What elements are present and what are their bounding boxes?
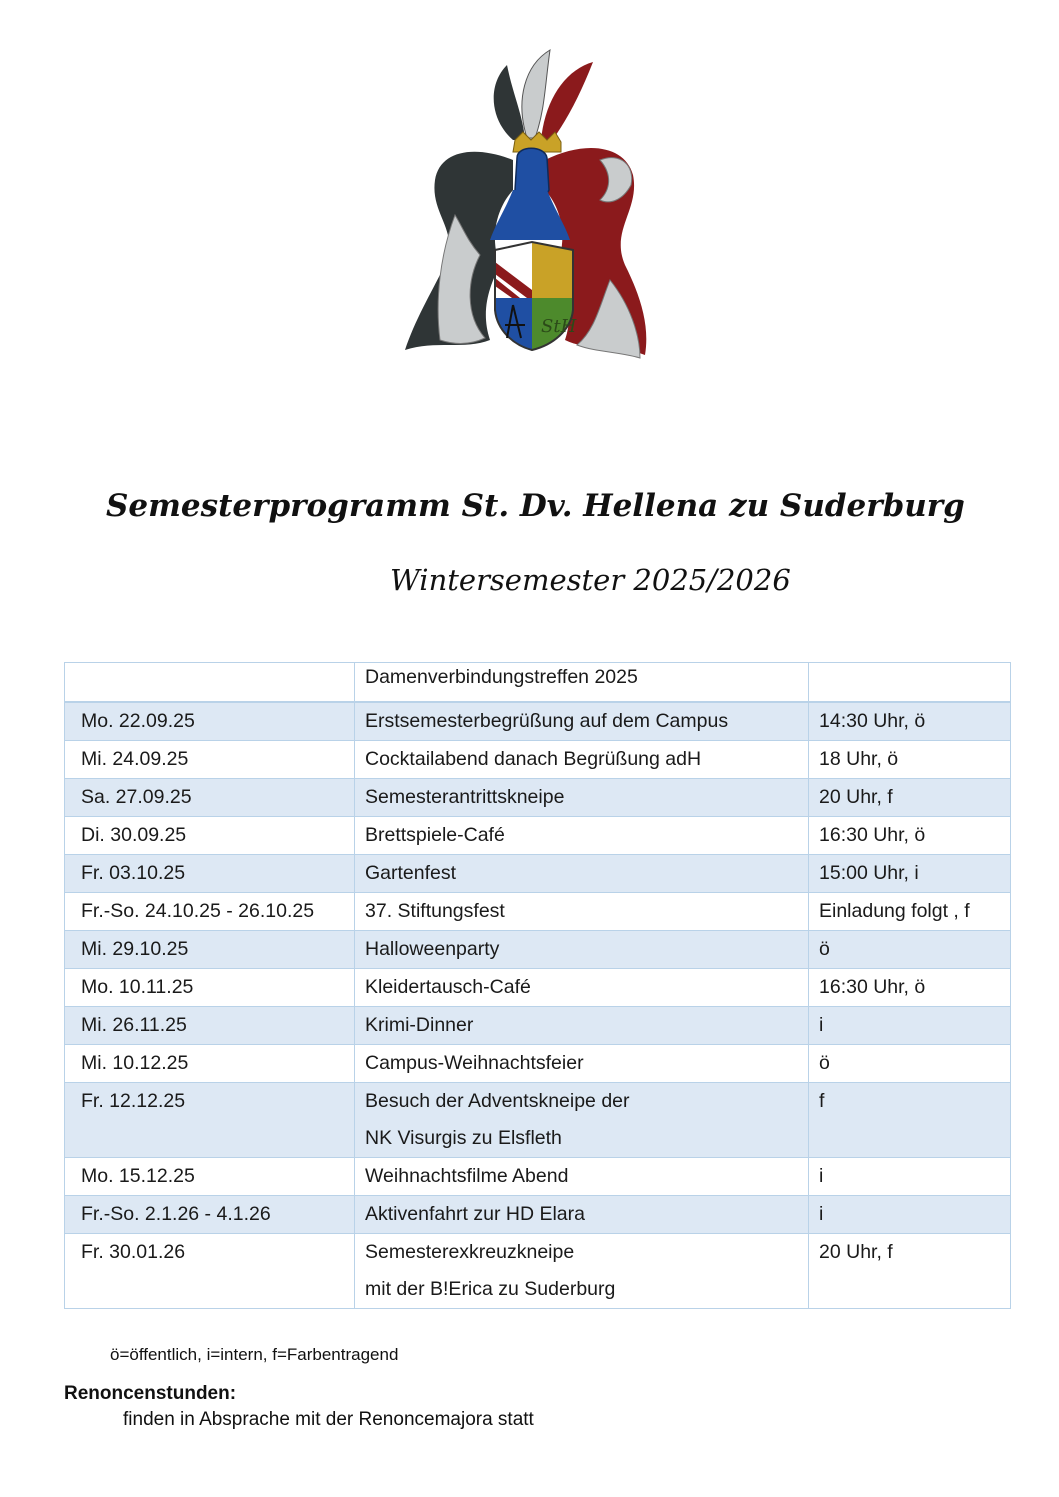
event-cell — [355, 1007, 809, 1045]
event-cell — [355, 893, 809, 931]
date-cell — [65, 663, 355, 703]
event-line: Weihnachtsfilme Abend — [365, 1165, 569, 1187]
info-cell: Einladung folgt , f — [809, 893, 1011, 931]
feather-red — [541, 62, 593, 142]
shield-quarter-tr — [532, 242, 573, 298]
date-cell: Fr.-So. 2.1.26 - 4.1.26 — [65, 1196, 355, 1234]
table-row — [65, 931, 1011, 969]
event-line: NK Visurgis zu Elsfleth — [365, 1127, 562, 1149]
event-cell — [355, 1234, 809, 1309]
info-cell — [809, 663, 1011, 703]
page-subtitle: Wintersemester 2025/2026 — [390, 563, 791, 597]
event-line: Erstsemesterbegrüßung auf dem Campus — [365, 710, 729, 732]
event-cell — [355, 1158, 809, 1196]
info-cell: i — [809, 1196, 1011, 1234]
table-row — [65, 663, 1011, 703]
event-cell — [355, 741, 809, 779]
info-cell: 20 Uhr, f — [809, 1234, 1011, 1309]
event-cell — [355, 969, 809, 1007]
event-line: Brettspiele-Café — [365, 824, 505, 846]
event-line: Campus-Weihnachtsfeier — [365, 1052, 584, 1074]
page-title: Semesterprogramm St. Dv. Hellena zu Suderburg — [106, 488, 965, 524]
date-cell: Mi. 10.12.25 — [65, 1045, 355, 1083]
date-cell: Mo. 10.11.25 — [65, 969, 355, 1007]
event-line: Aktivenfahrt zur HD Elara — [365, 1203, 585, 1225]
event-line: Semesterexkreuzkneipe — [365, 1241, 575, 1263]
event-line: Cocktailabend danach Begrüßung adH — [365, 748, 702, 770]
event-cell — [355, 1196, 809, 1234]
table-row — [65, 1158, 1011, 1196]
date-cell: Fr. 12.12.25 — [65, 1083, 355, 1158]
event-line: Semesterantrittskneipe — [365, 786, 565, 808]
info-cell: 14:30 Uhr, ö — [809, 702, 1011, 741]
info-cell: ö — [809, 931, 1011, 969]
table-row — [65, 817, 1011, 855]
info-cell: 15:00 Uhr, i — [809, 855, 1011, 893]
info-cell: i — [809, 1158, 1011, 1196]
table-row — [65, 779, 1011, 817]
event-cell — [355, 1083, 809, 1158]
date-cell: Mo. 15.12.25 — [65, 1158, 355, 1196]
table-row — [65, 855, 1011, 893]
event-line: 37. Stiftungsfest — [365, 900, 505, 922]
legend: ö=öffentlich, i=intern, f=Farbentragend — [110, 1345, 399, 1364]
table-row — [65, 969, 1011, 1007]
event-line: Kleidertausch-Café — [365, 976, 531, 998]
renonce-heading: Renoncenstunden: — [64, 1383, 237, 1404]
table-row — [65, 1045, 1011, 1083]
info-cell: ö — [809, 1045, 1011, 1083]
event-cell — [355, 1045, 809, 1083]
coat-of-arms-icon — [395, 40, 660, 370]
info-cell: 16:30 Uhr, ö — [809, 969, 1011, 1007]
event-line: Damenverbindungstreffen 2025 — [365, 666, 638, 688]
event-line: mit der B!Erica zu Suderburg — [365, 1278, 616, 1300]
date-cell: Fr. 03.10.25 — [65, 855, 355, 893]
info-cell: 18 Uhr, ö — [809, 741, 1011, 779]
table-row — [65, 1083, 1011, 1158]
info-cell: 20 Uhr, f — [809, 779, 1011, 817]
event-cell — [355, 702, 809, 741]
event-line: Besuch der Adventskneipe der — [365, 1090, 630, 1112]
info-cell: 16:30 Uhr, ö — [809, 817, 1011, 855]
date-cell: Sa. 27.09.25 — [65, 779, 355, 817]
event-cell — [355, 663, 809, 703]
event-line: Krimi-Dinner — [365, 1014, 474, 1036]
event-cell — [355, 779, 809, 817]
event-line: Halloweenparty — [365, 938, 500, 960]
date-cell: Fr. 30.01.26 — [65, 1234, 355, 1309]
date-cell: Fr.-So. 24.10.25 - 26.10.25 — [65, 893, 355, 931]
table-row — [65, 741, 1011, 779]
date-cell: Mo. 22.09.25 — [65, 702, 355, 741]
table-row — [65, 1196, 1011, 1234]
date-cell: Mi. 24.09.25 — [65, 741, 355, 779]
date-cell: Mi. 29.10.25 — [65, 931, 355, 969]
event-line: Gartenfest — [365, 862, 457, 884]
program-table — [64, 662, 1011, 1309]
monogram: StH — [541, 316, 577, 337]
info-cell: f — [809, 1083, 1011, 1158]
table-row — [65, 893, 1011, 931]
table-row — [65, 1007, 1011, 1045]
date-cell: Di. 30.09.25 — [65, 817, 355, 855]
renonce-text: finden in Absprache mit der Renoncemajora statt — [123, 1409, 534, 1430]
event-cell — [355, 931, 809, 969]
info-cell: i — [809, 1007, 1011, 1045]
event-cell — [355, 855, 809, 893]
date-cell: Mi. 26.11.25 — [65, 1007, 355, 1045]
table-row — [65, 1234, 1011, 1309]
event-cell — [355, 817, 809, 855]
feather-black — [494, 65, 525, 140]
table-row — [65, 702, 1011, 741]
